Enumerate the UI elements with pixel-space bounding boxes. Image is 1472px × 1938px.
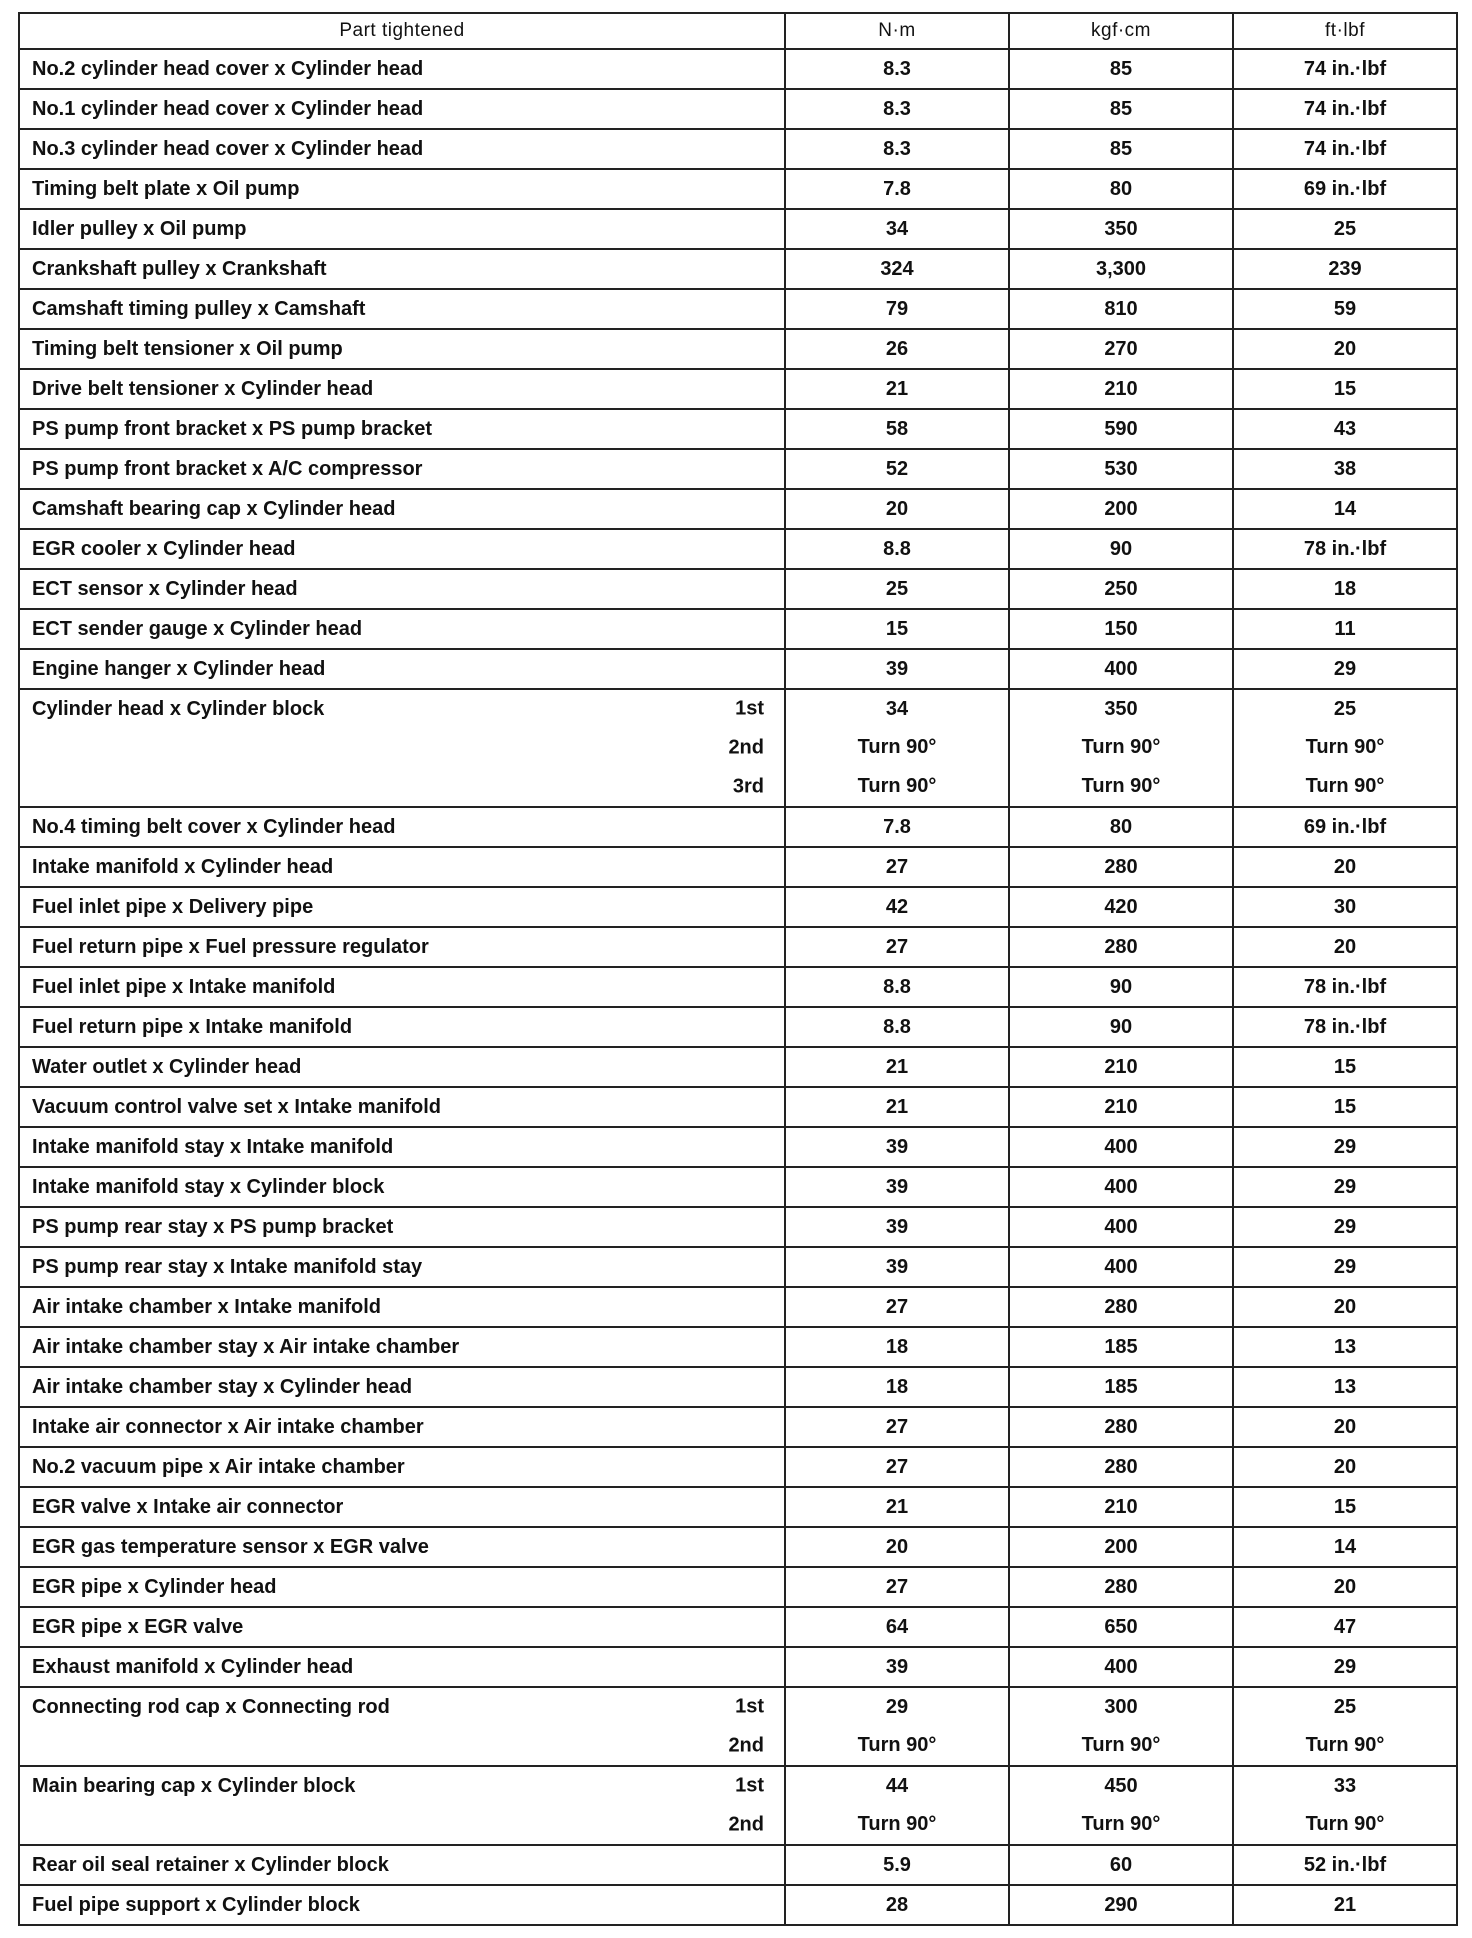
table-row [19, 209, 1457, 249]
kgf-value: 150 [1009, 609, 1233, 649]
part-cell [19, 409, 785, 449]
nm-value: 21 [785, 1087, 1009, 1127]
part-name: Air intake chamber stay x Cylinder head [32, 1375, 413, 1398]
ftlbf-value: 74 in.·lbf [1233, 89, 1457, 129]
kgf-value: Turn 90° [1009, 1805, 1233, 1845]
part-cell [19, 89, 785, 129]
kgf-value: 280 [1009, 1567, 1233, 1607]
ftlbf-value: 29 [1233, 1167, 1457, 1207]
nm-value: 39 [785, 1207, 1009, 1247]
kgf-value: 185 [1009, 1367, 1233, 1407]
part-name: Drive belt tensioner x Cylinder head [32, 377, 374, 400]
part-cell [19, 1287, 785, 1327]
part-name: Engine hanger x Cylinder head [32, 657, 326, 680]
part-cell [19, 1805, 785, 1845]
table-row [19, 409, 1457, 449]
ftlbf-value: 29 [1233, 1247, 1457, 1287]
part-cell [19, 728, 785, 767]
ftlbf-value: 20 [1233, 1447, 1457, 1487]
part-name: EGR pipe x Cylinder head [32, 1575, 277, 1598]
part-cell [19, 1087, 785, 1127]
kgf-value: 200 [1009, 1527, 1233, 1567]
nm-value: 39 [785, 649, 1009, 689]
part-name: No.1 cylinder head cover x Cylinder head [32, 97, 424, 120]
nm-value: 8.3 [785, 89, 1009, 129]
kgf-value: 210 [1009, 1487, 1233, 1527]
part-name: EGR pipe x EGR valve [32, 1615, 244, 1638]
nm-value: 27 [785, 1407, 1009, 1447]
nm-value: 27 [785, 1447, 1009, 1487]
kgf-value: 210 [1009, 1047, 1233, 1087]
part-name: Air intake chamber stay x Air intake chamber [32, 1335, 460, 1358]
part-cell [19, 1007, 785, 1047]
part-cell [19, 369, 785, 409]
part-cell [19, 887, 785, 927]
tightening-stage: 2nd [728, 736, 764, 758]
part-cell [19, 1487, 785, 1527]
ftlbf-value: 239 [1233, 249, 1457, 289]
kgf-value: 60 [1009, 1845, 1233, 1885]
part-name: EGR cooler x Cylinder head [32, 537, 296, 560]
table-row [19, 1007, 1457, 1047]
ftlbf-value: 78 in.·lbf [1233, 1007, 1457, 1047]
table-row [19, 1327, 1457, 1367]
table-row [19, 289, 1457, 329]
part-cell [19, 49, 785, 89]
nm-value: Turn 90° [785, 728, 1009, 767]
ftlbf-value: 29 [1233, 1207, 1457, 1247]
table-row [19, 569, 1457, 609]
ftlbf-value: 78 in.·lbf [1233, 967, 1457, 1007]
ftlbf-value: 74 in.·lbf [1233, 129, 1457, 169]
ftlbf-value: 21 [1233, 1885, 1457, 1925]
kgf-value: 280 [1009, 847, 1233, 887]
ftlbf-value: 25 [1233, 209, 1457, 249]
tightening-stage: 2nd [728, 1813, 764, 1835]
part-name: Intake manifold stay x Cylinder block [32, 1175, 385, 1198]
header-ft: ft·lbf [1233, 13, 1457, 49]
part-cell [19, 1367, 785, 1407]
kgf-value: 450 [1009, 1766, 1233, 1805]
kgf-value: 400 [1009, 1247, 1233, 1287]
nm-value: 27 [785, 1567, 1009, 1607]
kgf-value: 420 [1009, 887, 1233, 927]
ftlbf-value: 15 [1233, 1087, 1457, 1127]
table-row [19, 649, 1457, 689]
ftlbf-value: 20 [1233, 1567, 1457, 1607]
header-row [19, 13, 1457, 49]
table-row [19, 967, 1457, 1007]
kgf-value: Turn 90° [1009, 1726, 1233, 1766]
table-row [19, 1447, 1457, 1487]
ftlbf-value: 30 [1233, 887, 1457, 927]
ftlbf-value: 43 [1233, 409, 1457, 449]
nm-value: 27 [785, 847, 1009, 887]
part-cell [19, 1687, 785, 1726]
ftlbf-value: Turn 90° [1233, 767, 1457, 807]
ftlbf-value: 69 in.·lbf [1233, 169, 1457, 209]
part-name: Intake air connector x Air intake chamber [32, 1415, 424, 1438]
part-name: Water outlet x Cylinder head [32, 1055, 302, 1078]
ftlbf-value: 14 [1233, 489, 1457, 529]
kgf-value: 250 [1009, 569, 1233, 609]
table-row [19, 369, 1457, 409]
kgf-value: 80 [1009, 169, 1233, 209]
table-subrow [19, 1726, 1457, 1766]
tightening-stage: 2nd [728, 1734, 764, 1756]
table-row [19, 329, 1457, 369]
part-name: Exhaust manifold x Cylinder head [32, 1655, 354, 1678]
tightening-stage: 1st [735, 1695, 764, 1718]
nm-value: 27 [785, 1287, 1009, 1327]
part-name: Rear oil seal retainer x Cylinder block [32, 1853, 389, 1876]
ftlbf-value: 18 [1233, 569, 1457, 609]
part-name: Crankshaft pulley x Crankshaft [32, 257, 327, 280]
ftlbf-value: 20 [1233, 1287, 1457, 1327]
table-row [19, 249, 1457, 289]
header-part: Part tightened [19, 13, 785, 49]
kgf-value: 85 [1009, 129, 1233, 169]
header-kgf: kgf·cm [1009, 13, 1233, 49]
part-name: Cylinder head x Cylinder block [32, 697, 325, 720]
kgf-value: 400 [1009, 1647, 1233, 1687]
part-cell [19, 169, 785, 209]
nm-value: 21 [785, 369, 1009, 409]
kgf-value: 280 [1009, 1407, 1233, 1447]
part-cell [19, 569, 785, 609]
ftlbf-value: 59 [1233, 289, 1457, 329]
part-cell [19, 489, 785, 529]
nm-value: 34 [785, 689, 1009, 728]
table-row [19, 1367, 1457, 1407]
table-row [19, 609, 1457, 649]
table-row [19, 1766, 1457, 1805]
table-row [19, 1247, 1457, 1287]
part-cell [19, 1607, 785, 1647]
header-nm: N·m [785, 13, 1009, 49]
table-row [19, 807, 1457, 847]
ftlbf-value: 33 [1233, 1766, 1457, 1805]
nm-value: 44 [785, 1766, 1009, 1805]
kgf-value: 400 [1009, 649, 1233, 689]
nm-value: 8.8 [785, 967, 1009, 1007]
nm-value: 34 [785, 209, 1009, 249]
part-cell [19, 767, 785, 807]
part-cell [19, 1567, 785, 1607]
nm-value: 42 [785, 887, 1009, 927]
table-row [19, 1885, 1457, 1925]
kgf-value: Turn 90° [1009, 728, 1233, 767]
ftlbf-value: 20 [1233, 847, 1457, 887]
ftlbf-value: 15 [1233, 1487, 1457, 1527]
table-row [19, 1047, 1457, 1087]
table-row [19, 129, 1457, 169]
table-row [19, 449, 1457, 489]
part-name: PS pump rear stay x PS pump bracket [32, 1215, 394, 1238]
part-name: Camshaft timing pulley x Camshaft [32, 297, 366, 320]
part-name: Fuel inlet pipe x Intake manifold [32, 975, 336, 998]
ftlbf-value: 11 [1233, 609, 1457, 649]
table-subrow [19, 767, 1457, 807]
ftlbf-value: 29 [1233, 1647, 1457, 1687]
part-name: Fuel return pipe x Fuel pressure regulator [32, 935, 429, 958]
table-subrow [19, 728, 1457, 767]
ftlbf-value: 29 [1233, 649, 1457, 689]
ftlbf-value: 78 in.·lbf [1233, 529, 1457, 569]
table-row [19, 1647, 1457, 1687]
nm-value: 15 [785, 609, 1009, 649]
part-cell [19, 1327, 785, 1367]
ftlbf-value: 69 in.·lbf [1233, 807, 1457, 847]
part-cell [19, 1167, 785, 1207]
table-row [19, 1087, 1457, 1127]
nm-value: 7.8 [785, 169, 1009, 209]
ftlbf-value: 25 [1233, 689, 1457, 728]
kgf-value: 3,300 [1009, 249, 1233, 289]
part-name: Timing belt tensioner x Oil pump [32, 337, 343, 360]
part-cell [19, 1207, 785, 1247]
part-name: EGR valve x Intake air connector [32, 1495, 344, 1518]
part-cell [19, 289, 785, 329]
kgf-value: 280 [1009, 1447, 1233, 1487]
part-cell [19, 847, 785, 887]
ftlbf-value: 20 [1233, 329, 1457, 369]
nm-value: 39 [785, 1647, 1009, 1687]
table-row [19, 887, 1457, 927]
table-body [19, 49, 1457, 1925]
part-name: No.4 timing belt cover x Cylinder head [32, 815, 396, 838]
table-row [19, 1287, 1457, 1327]
table-row [19, 1845, 1457, 1885]
ftlbf-value: 15 [1233, 1047, 1457, 1087]
ftlbf-value: 13 [1233, 1367, 1457, 1407]
part-cell [19, 927, 785, 967]
kgf-value: 290 [1009, 1885, 1233, 1925]
nm-value: Turn 90° [785, 767, 1009, 807]
table-row [19, 169, 1457, 209]
part-name: PS pump front bracket x A/C compressor [32, 457, 423, 480]
part-name: Timing belt plate x Oil pump [32, 177, 300, 200]
kgf-value: 270 [1009, 329, 1233, 369]
table-row [19, 689, 1457, 728]
ftlbf-value: Turn 90° [1233, 1805, 1457, 1845]
part-cell [19, 249, 785, 289]
table-row [19, 89, 1457, 129]
part-cell [19, 1047, 785, 1087]
part-name: No.2 vacuum pipe x Air intake chamber [32, 1455, 405, 1478]
part-name: No.2 cylinder head cover x Cylinder head [32, 57, 424, 80]
nm-value: 25 [785, 569, 1009, 609]
ftlbf-value: 20 [1233, 1407, 1457, 1447]
kgf-value: 200 [1009, 489, 1233, 529]
nm-value: 18 [785, 1367, 1009, 1407]
ftlbf-value: 38 [1233, 449, 1457, 489]
table-row [19, 1527, 1457, 1567]
nm-value: 21 [785, 1047, 1009, 1087]
ftlbf-value: 15 [1233, 369, 1457, 409]
kgf-value: 400 [1009, 1167, 1233, 1207]
table-subrow [19, 1805, 1457, 1845]
part-cell [19, 1447, 785, 1487]
kgf-value: 210 [1009, 369, 1233, 409]
ftlbf-value: 13 [1233, 1327, 1457, 1367]
nm-value: 7.8 [785, 807, 1009, 847]
ftlbf-value: 25 [1233, 1687, 1457, 1726]
nm-value: 29 [785, 1687, 1009, 1726]
part-cell [19, 1247, 785, 1287]
ftlbf-value: 47 [1233, 1607, 1457, 1647]
kgf-value: 280 [1009, 1287, 1233, 1327]
kgf-value: 90 [1009, 1007, 1233, 1047]
nm-value: 28 [785, 1885, 1009, 1925]
part-cell [19, 1766, 785, 1805]
part-name: Fuel inlet pipe x Delivery pipe [32, 895, 314, 918]
part-cell [19, 329, 785, 369]
part-cell [19, 1726, 785, 1766]
part-name: Intake manifold x Cylinder head [32, 855, 334, 878]
kgf-value: 810 [1009, 289, 1233, 329]
part-cell [19, 1407, 785, 1447]
table-row [19, 1127, 1457, 1167]
part-cell [19, 129, 785, 169]
nm-value: 20 [785, 1527, 1009, 1567]
table-row [19, 1567, 1457, 1607]
part-cell [19, 649, 785, 689]
part-name: No.3 cylinder head cover x Cylinder head [32, 137, 424, 160]
kgf-value: 400 [1009, 1207, 1233, 1247]
nm-value: 8.3 [785, 49, 1009, 89]
nm-value: 18 [785, 1327, 1009, 1367]
part-cell [19, 807, 785, 847]
tightening-stage: 1st [735, 1774, 764, 1797]
part-cell [19, 209, 785, 249]
table-row [19, 529, 1457, 569]
ftlbf-value: 74 in.·lbf [1233, 49, 1457, 89]
kgf-value: 350 [1009, 209, 1233, 249]
table-row [19, 1687, 1457, 1726]
part-name: Intake manifold stay x Intake manifold [32, 1135, 394, 1158]
part-cell [19, 1845, 785, 1885]
table-row [19, 1607, 1457, 1647]
table-row [19, 1407, 1457, 1447]
kgf-value: 280 [1009, 927, 1233, 967]
nm-value: 26 [785, 329, 1009, 369]
nm-value: 8.8 [785, 1007, 1009, 1047]
ftlbf-value: 52 in.·lbf [1233, 1845, 1457, 1885]
torque-table [18, 12, 1458, 1926]
nm-value: 64 [785, 1607, 1009, 1647]
table-row [19, 1487, 1457, 1527]
kgf-value: 80 [1009, 807, 1233, 847]
table-row [19, 1207, 1457, 1247]
nm-value: 20 [785, 489, 1009, 529]
nm-value: 8.3 [785, 129, 1009, 169]
part-cell [19, 1885, 785, 1925]
part-name: Idler pulley x Oil pump [32, 217, 247, 240]
nm-value: 79 [785, 289, 1009, 329]
part-name: PS pump rear stay x Intake manifold stay [32, 1255, 423, 1278]
part-name: Main bearing cap x Cylinder block [32, 1774, 356, 1797]
table-row [19, 847, 1457, 887]
nm-value: 8.8 [785, 529, 1009, 569]
ftlbf-value: Turn 90° [1233, 1726, 1457, 1766]
part-cell [19, 967, 785, 1007]
kgf-value: 650 [1009, 1607, 1233, 1647]
ftlbf-value: Turn 90° [1233, 728, 1457, 767]
kgf-value: Turn 90° [1009, 767, 1233, 807]
part-name: Camshaft bearing cap x Cylinder head [32, 497, 396, 520]
part-name: PS pump front bracket x PS pump bracket [32, 417, 433, 440]
nm-value: 39 [785, 1167, 1009, 1207]
kgf-value: 90 [1009, 529, 1233, 569]
nm-value: 5.9 [785, 1845, 1009, 1885]
kgf-value: 350 [1009, 689, 1233, 728]
part-cell [19, 1127, 785, 1167]
kgf-value: 210 [1009, 1087, 1233, 1127]
nm-value: 52 [785, 449, 1009, 489]
table-row [19, 489, 1457, 529]
nm-value: 21 [785, 1487, 1009, 1527]
kgf-value: 530 [1009, 449, 1233, 489]
nm-value: 39 [785, 1247, 1009, 1287]
part-name: Fuel pipe support x Cylinder block [32, 1893, 360, 1916]
part-name: ECT sensor x Cylinder head [32, 577, 298, 600]
part-cell [19, 609, 785, 649]
table-row [19, 49, 1457, 89]
kgf-value: 185 [1009, 1327, 1233, 1367]
kgf-value: 590 [1009, 409, 1233, 449]
kgf-value: 85 [1009, 89, 1233, 129]
part-name: Connecting rod cap x Connecting rod [32, 1695, 390, 1718]
part-name: Air intake chamber x Intake manifold [32, 1295, 381, 1318]
part-name: Vacuum control valve set x Intake manifold [32, 1095, 442, 1118]
kgf-value: 300 [1009, 1687, 1233, 1726]
part-cell [19, 449, 785, 489]
ftlbf-value: 14 [1233, 1527, 1457, 1567]
nm-value: 58 [785, 409, 1009, 449]
torque-spec-sheet [18, 12, 1456, 1926]
ftlbf-value: 29 [1233, 1127, 1457, 1167]
tightening-stage: 1st [735, 697, 764, 720]
part-name: Fuel return pipe x Intake manifold [32, 1015, 353, 1038]
nm-value: Turn 90° [785, 1805, 1009, 1845]
tightening-stage: 3rd [732, 775, 764, 797]
kgf-value: 90 [1009, 967, 1233, 1007]
nm-value: 27 [785, 927, 1009, 967]
nm-value: 39 [785, 1127, 1009, 1167]
kgf-value: 85 [1009, 49, 1233, 89]
part-name: EGR gas temperature sensor x EGR valve [32, 1535, 429, 1558]
part-cell [19, 1527, 785, 1567]
table-row [19, 927, 1457, 967]
part-cell [19, 689, 785, 728]
part-cell [19, 529, 785, 569]
nm-value: 324 [785, 249, 1009, 289]
part-cell [19, 1647, 785, 1687]
ftlbf-value: 20 [1233, 927, 1457, 967]
table-row [19, 1167, 1457, 1207]
nm-value: Turn 90° [785, 1726, 1009, 1766]
kgf-value: 400 [1009, 1127, 1233, 1167]
part-name: ECT sender gauge x Cylinder head [32, 617, 363, 640]
